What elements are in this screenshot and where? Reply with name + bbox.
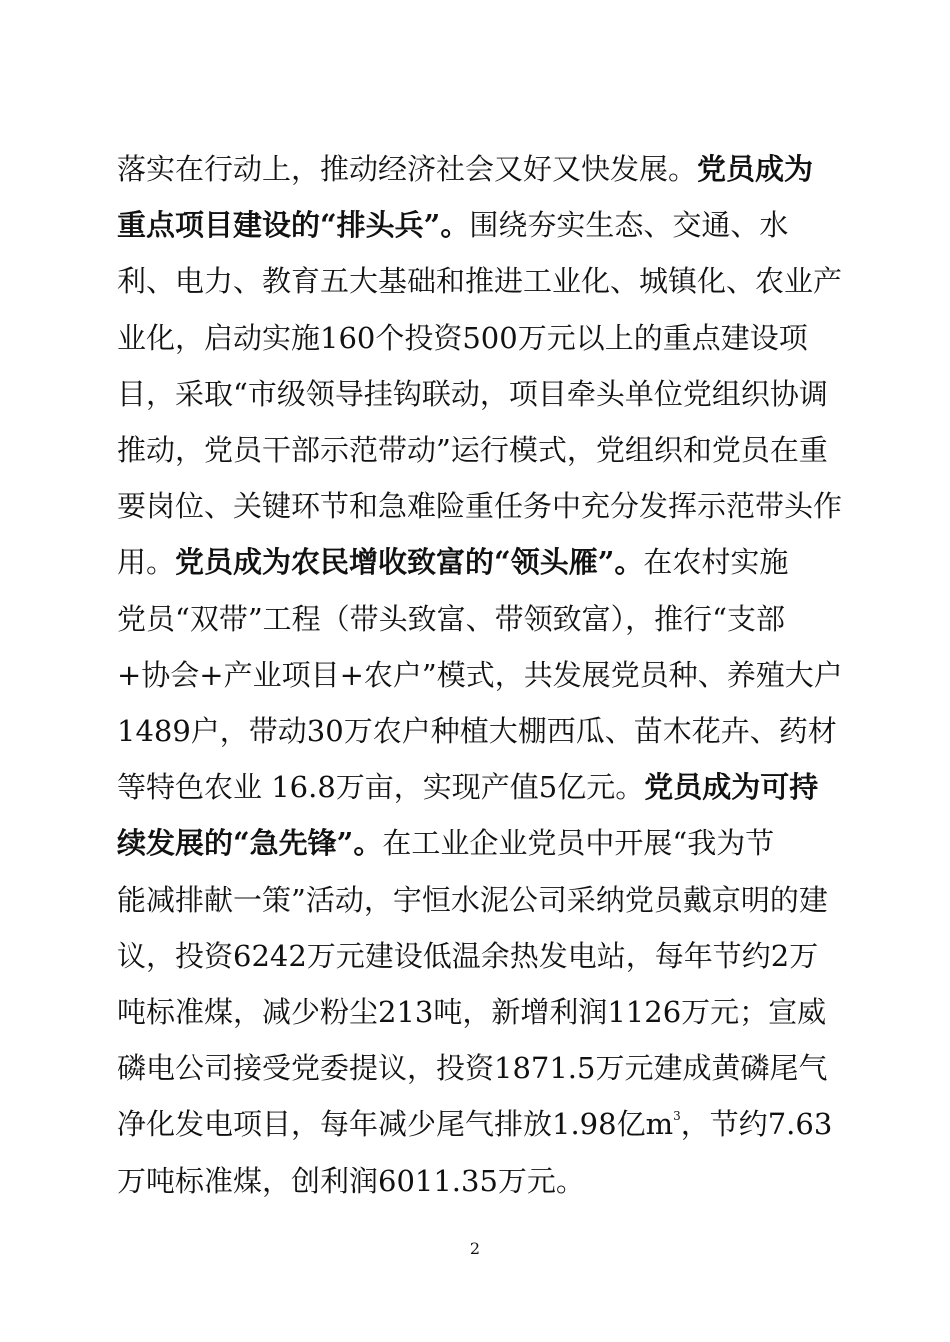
text-segment: 净化发电项目，每年减少尾气排放1.98亿m [117,1107,674,1141]
text-segment: 要岗位、关键环节和急难险重任务中充分发挥示范带头作 [117,489,843,523]
text-line [117,1038,847,1098]
bold-text-segment: 续发展的“急先锋”。 [117,826,383,860]
text-segment: 磷电公司接受党委提议，投资1871.5万元建成黄磷尾气 [117,1051,828,1085]
text-line [117,420,847,480]
text-segment: 议，投资6242万元建设低温余热发电站，每年节约2万 [117,939,819,973]
bold-text-segment: 党员成为农民增收致富的“领头雁”。 [175,545,644,579]
text-line [117,476,847,536]
text-line [117,1151,847,1211]
text-segment: 用。 [117,545,176,579]
text-segment: 推动，党员干部示范带动”运行模式，党组织和党员在重 [117,433,828,467]
text-segment: 吨标准煤，减少粉尘213吨，新增利润1126万元；宣威 [117,995,827,1029]
text-segment: 等特色农业 16.8万亩，实现产值5亿元。 [117,770,645,804]
text-segment: +协会+产业项目+农户”模式，共发展党员种、养殖大户 [117,658,843,692]
text-segment: 目，采取“市级领导挂钩联动，项目牵头单位党组织协调 [117,377,828,411]
text-line [117,813,847,873]
text-segment: 在工业企业党员中开展“我为节 [382,826,775,860]
text-segment: 落实在行动上，推动经济社会又好又快发展。 [117,152,698,186]
text-line [117,195,847,255]
text-line [117,926,847,986]
bold-text-segment: 党员成为可持 [644,770,819,804]
text-line [117,645,847,705]
text-line [117,251,847,311]
text-segment: 万吨标准煤，创利润6011.35万元。 [117,1164,585,1198]
text-segment: 能减排献一策”活动，宇恒水泥公司采纳党员戴京明的建 [117,883,828,917]
text-segment: 围绕夯实生态、交通、水 [469,208,789,242]
text-line [117,870,847,930]
superscript: 3 [673,1109,681,1123]
text-line [117,532,847,592]
text-segment: 业化，启动实施160个投资500万元以上的重点建设项 [117,321,808,355]
text-segment: 利、电力、教育五大基础和推进工业化、城镇化、农业产 [117,264,843,298]
text-line [117,589,847,649]
bold-text-segment: 重点项目建设的“排头兵”。 [117,208,470,242]
text-segment: ，节约7.63 [680,1107,833,1141]
text-line [117,308,847,368]
text-segment: 在农村实施 [643,545,789,579]
text-segment: 1489户，带动30万农户种植大棚西瓜、苗木花卉、药材 [117,714,837,748]
bold-text-segment: 党员成为 [697,152,814,186]
text-line [117,757,847,817]
page-number: 2 [469,1239,481,1258]
text-line [117,701,847,761]
text-line [117,1094,847,1154]
text-segment: 党员“双带”工程（带头致富、带领致富），推行“支部 [117,602,785,636]
text-line [117,364,847,424]
text-line [117,982,847,1042]
text-line [117,139,847,199]
